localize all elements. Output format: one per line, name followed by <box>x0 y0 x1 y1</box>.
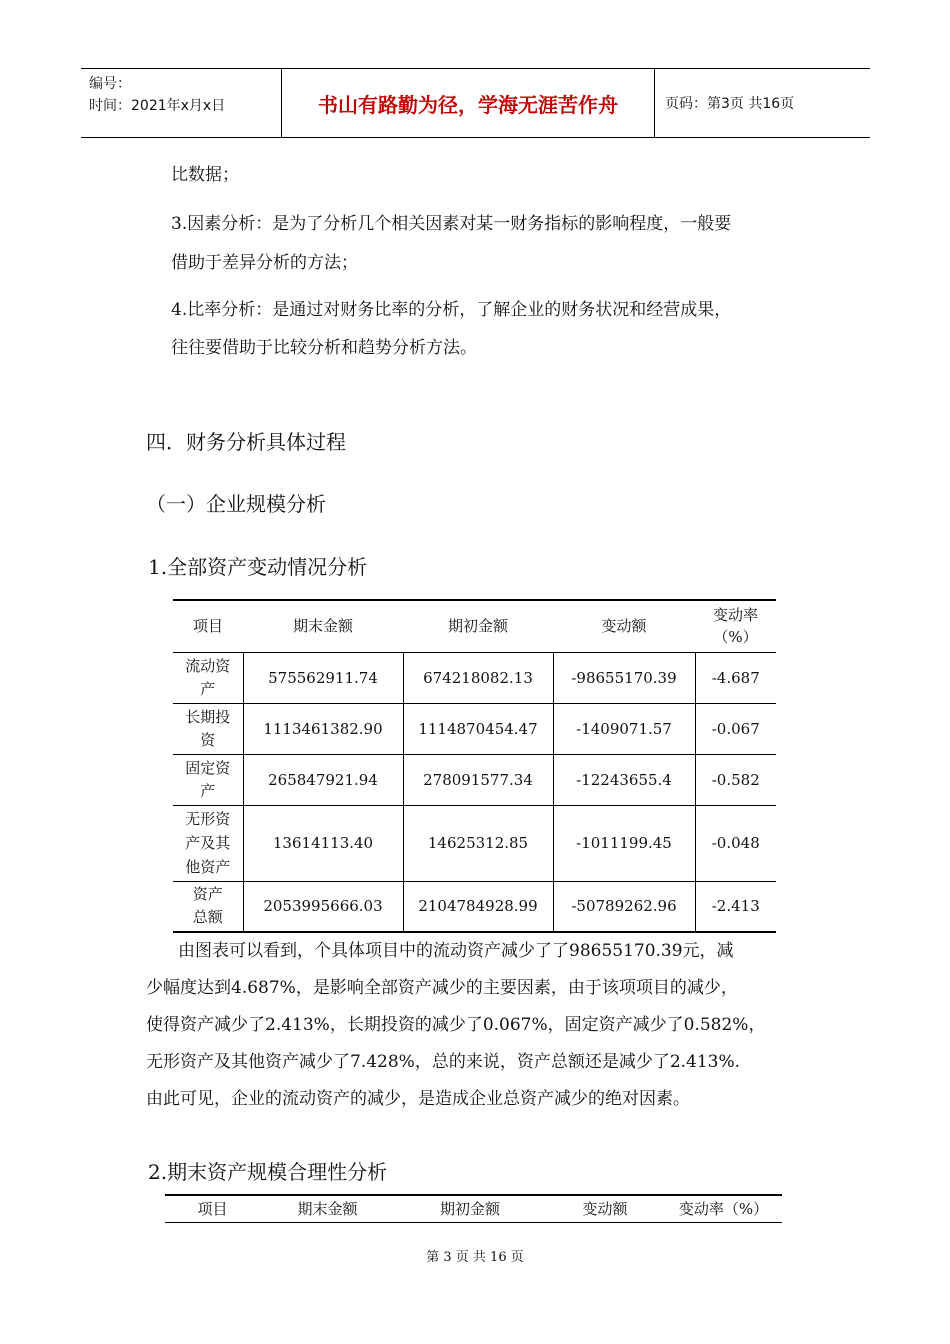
page-footer: 第 3 页 共 16 页 <box>426 1250 524 1265</box>
section-4-title: 四．财务分析具体过程 <box>146 430 346 454</box>
table-cell: 265847921.94 <box>243 754 403 805</box>
page-header <box>81 68 870 138</box>
table-row <box>173 652 776 703</box>
row-item-label: 流动资产 <box>185 656 231 698</box>
analysis-line-3: 使得资产减少了2.413%，长期投资的减少了0.067%，固定资产减少了0.582%， <box>146 1015 766 1035</box>
table-cell: 13614113.40 <box>243 805 403 881</box>
header-cell: 变动额 <box>553 600 695 652</box>
header-cell <box>695 600 776 652</box>
table-header-row <box>165 1195 782 1223</box>
table-cell <box>173 754 243 805</box>
table-cell: -98655170.39 <box>553 652 695 703</box>
row-item-label: 无形资产及其他资产 <box>185 810 231 876</box>
row-item-label: 长期投资 <box>185 707 231 749</box>
analysis-line-1: 由图表可以看到，个具体项目中的流动资产减少了了98655170.39元，减 <box>178 941 734 961</box>
table-header-row <box>173 600 776 652</box>
table-row <box>173 703 776 754</box>
table-cell: 575562911.74 <box>243 652 403 703</box>
header-cell: 项目 <box>165 1195 260 1223</box>
subsection-1-title: （一）企业规模分析 <box>146 492 326 516</box>
table-cell: -0.048 <box>695 805 776 881</box>
table-cell: -2.413 <box>695 881 776 932</box>
intro-line-4: 4.比率分析：是通过对财务比率的分析，了解企业的财务状况和经营成果， <box>171 300 732 320</box>
table-cell: 278091577.34 <box>403 754 553 805</box>
header-cell: 期初金额 <box>403 600 553 652</box>
analysis-line-5: 由此可见，企业的流动资产的减少，是造成企业总资产减少的绝对因素。 <box>146 1089 690 1109</box>
code-label: 编号： <box>89 76 131 92</box>
table-cell: -0.582 <box>695 754 776 805</box>
intro-line-1: 比数据； <box>171 165 239 185</box>
intro-line-5: 往往要借助于比较分析和趋势分析方法。 <box>171 338 477 358</box>
table-2-title: 2.期末资产规模合理性分析 <box>148 1160 388 1184</box>
header-cell-text: 变动率（%） <box>712 606 758 647</box>
table-cell: 1114870454.47 <box>403 703 553 754</box>
header-page-label: 页码：第3页 共16页 <box>665 96 795 112</box>
table-row <box>173 881 776 932</box>
header-cell: 变动额 <box>545 1195 665 1223</box>
header-cell: 期末金额 <box>243 600 403 652</box>
table-cell: 14625312.85 <box>403 805 553 881</box>
table-cell: -0.067 <box>695 703 776 754</box>
header-cell: 变动率（%） <box>665 1195 782 1223</box>
table-cell <box>173 881 243 932</box>
time-label: 时间：2021年x月x日 <box>89 98 226 114</box>
table-cell: -1409071.57 <box>553 703 695 754</box>
row-item-label: 固定资产 <box>185 758 231 800</box>
table-1-title: 1.全部资产变动情况分析 <box>148 555 368 579</box>
header-cell: 项目 <box>173 600 243 652</box>
table-cell: -12243655.4 <box>553 754 695 805</box>
header-cell: 期末金额 <box>260 1195 395 1223</box>
header-cell: 期初金额 <box>395 1195 545 1223</box>
asset-change-table <box>173 599 776 933</box>
table-cell: -1011199.45 <box>553 805 695 881</box>
table-cell: 2104784928.99 <box>403 881 553 932</box>
header-motto: 书山有路勤为径，学海无涯苦作舟 <box>282 69 655 137</box>
header-info <box>81 69 282 137</box>
asset-scale-table <box>165 1194 782 1223</box>
intro-line-3: 借助于差异分析的方法； <box>171 253 358 273</box>
intro-line-2: 3.因素分析：是为了分析几个相关因素对某一财务指标的影响程度，一般要 <box>171 214 732 234</box>
analysis-line-4: 无形资产及其他资产减少了7.428%，总的来说，资产总额还是减少了2.413%. <box>146 1052 741 1072</box>
table-cell: -4.687 <box>695 652 776 703</box>
analysis-line-2: 少幅度达到4.687%，是影响全部资产减少的主要因素，由于该项项目的减少， <box>146 978 738 998</box>
table-cell <box>173 703 243 754</box>
table-cell: -50789262.96 <box>553 881 695 932</box>
table-cell: 1113461382.90 <box>243 703 403 754</box>
table-cell <box>173 805 243 881</box>
table-cell <box>173 652 243 703</box>
table-row <box>173 754 776 805</box>
row-item-label: 资产总额 <box>192 885 223 927</box>
table-cell: 674218082.13 <box>403 652 553 703</box>
table-cell: 2053995666.03 <box>243 881 403 932</box>
table-row <box>173 805 776 881</box>
